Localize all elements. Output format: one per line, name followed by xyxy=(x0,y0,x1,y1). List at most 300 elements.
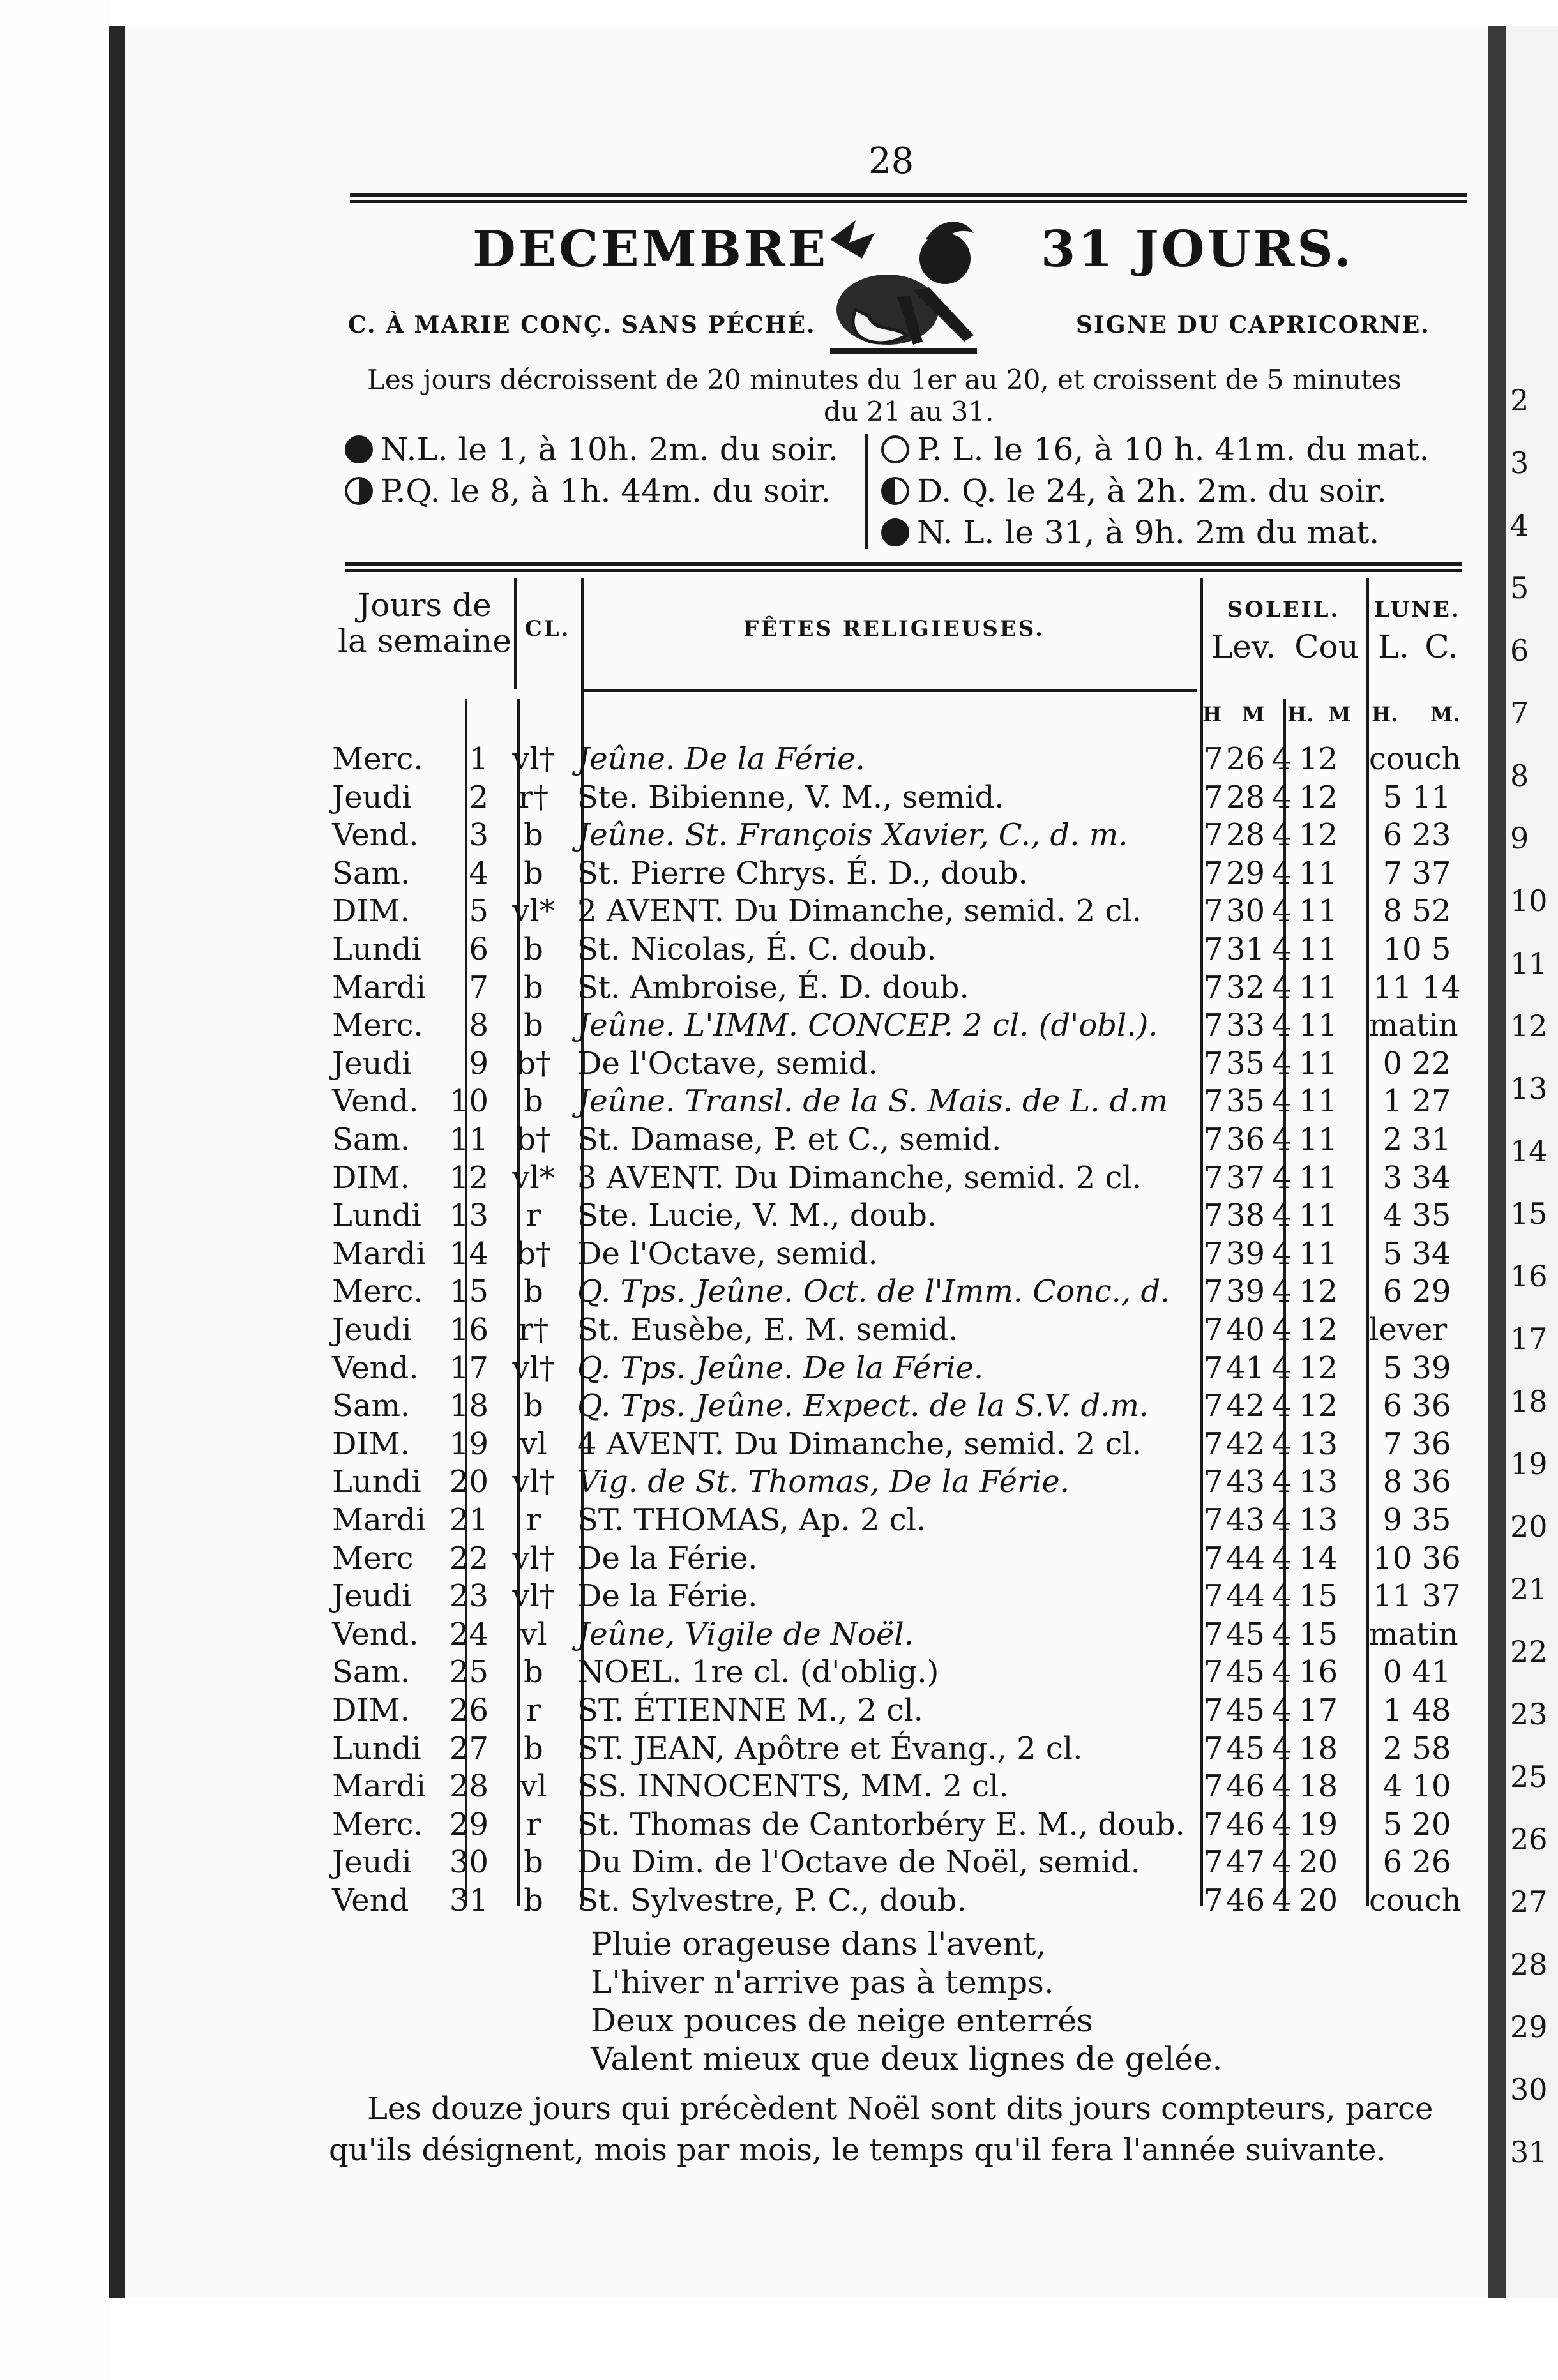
cell-day: Lundi xyxy=(332,1198,421,1234)
cell-lm: 32 xyxy=(1226,969,1266,1005)
unit-h: H xyxy=(1202,702,1222,727)
cell-num: 16 xyxy=(449,1312,488,1348)
cell-num: 24 xyxy=(449,1616,488,1652)
cell-lune: 5 20 xyxy=(1382,1806,1451,1842)
adjacent-page-number: 3 xyxy=(1510,446,1529,480)
cell-cm: 18 xyxy=(1298,1768,1338,1805)
adjacent-page-number: 4 xyxy=(1510,508,1529,543)
cell-feast: St. Pierre Chrys. É. D., doub. xyxy=(577,855,1028,891)
dedication: C. À MARIE CONÇ. SANS PÉCHÉ. xyxy=(348,312,816,338)
cell-cl: vl* xyxy=(512,1159,555,1196)
cell-ch: 4 xyxy=(1272,817,1292,854)
cell-feast: Du Dim. de l'Octave de Noël, semid. xyxy=(577,1844,1140,1881)
header-bottom-rule xyxy=(584,689,1197,692)
moon-phase-text: D. Q. le 24, à 2h. 2m. du soir. xyxy=(917,472,1387,509)
cell-lh: 7 xyxy=(1204,1159,1223,1196)
cell-cl: b xyxy=(524,1844,543,1881)
poem-line: Deux pouces de neige enterrés xyxy=(591,2002,1093,2039)
cell-ch: 4 xyxy=(1272,1806,1292,1842)
adjacent-page-number: 9 xyxy=(1510,821,1529,855)
cell-lune: 5 11 xyxy=(1382,779,1451,815)
cell-cm: 13 xyxy=(1298,1502,1338,1538)
cell-lm: 46 xyxy=(1226,1883,1266,1918)
header-soleil: SOLEIL. xyxy=(1227,597,1340,622)
cell-cl: b xyxy=(524,969,543,1005)
cell-feast: Q. Tps. Jeûne. Oct. de l'Imm. Conc., d. xyxy=(577,1274,1170,1310)
cell-day: DIM. xyxy=(332,1692,410,1728)
cell-cl: b xyxy=(524,1083,543,1120)
cell-lm: 35 xyxy=(1226,1083,1266,1120)
cell-day: Merc. xyxy=(332,1806,423,1842)
cell-lh: 7 xyxy=(1204,1844,1223,1881)
header-cou: Cou xyxy=(1294,628,1359,665)
cell-lune: 6 23 xyxy=(1382,817,1451,854)
cell-cm: 19 xyxy=(1298,1806,1338,1842)
cell-num: 11 xyxy=(449,1122,488,1157)
poem-line: Pluie orageuse dans l'avent, xyxy=(591,1925,1047,1962)
cell-day: Sam. xyxy=(332,1122,411,1157)
adjacent-page-number: 2 xyxy=(1510,383,1529,418)
scan-margin xyxy=(0,0,109,2380)
col-divider xyxy=(514,578,517,689)
cell-cm: 20 xyxy=(1298,1883,1338,1918)
cell-feast: Jeûne. Transl. de la S. Mais. de L. d.m xyxy=(577,1083,1168,1120)
cell-cm: 11 xyxy=(1298,893,1338,930)
cell-cm: 12 xyxy=(1298,817,1338,854)
poem-line: Valent mieux que deux lignes de gelée. xyxy=(591,2040,1223,2077)
adjacent-page-number: 7 xyxy=(1510,696,1529,730)
cell-lune: 10 36 xyxy=(1373,1540,1461,1576)
cell-lh: 7 xyxy=(1204,893,1223,930)
cell-cl: vl† xyxy=(512,1540,555,1576)
cell-feast: ST. THOMAS, Ap. 2 cl. xyxy=(577,1502,926,1538)
cell-day: Vend xyxy=(332,1883,409,1918)
adjacent-page-number: 19 xyxy=(1510,1447,1548,1481)
cell-feast: De la Férie. xyxy=(577,1578,758,1615)
cell-lune: couch xyxy=(1369,741,1462,777)
moon-phase-nl2 xyxy=(881,514,1379,551)
cell-cl: b xyxy=(524,931,543,967)
cell-cl: b xyxy=(524,1388,543,1424)
cell-ch: 4 xyxy=(1272,1883,1292,1918)
cell-ch: 4 xyxy=(1272,1159,1292,1196)
cell-cm: 16 xyxy=(1298,1654,1338,1691)
cell-cl: r xyxy=(526,1692,541,1728)
cell-ch: 4 xyxy=(1272,1502,1292,1538)
cell-day: Sam. xyxy=(332,855,411,891)
cell-lune: 11 37 xyxy=(1373,1578,1461,1615)
full-moon-icon xyxy=(881,435,909,463)
cell-feast: Ste. Lucie, V. M., doub. xyxy=(577,1198,937,1234)
cell-cm: 11 xyxy=(1298,1235,1338,1272)
cell-day: Mardi xyxy=(332,1502,426,1538)
cell-lm: 42 xyxy=(1226,1426,1266,1462)
cell-day: DIM. xyxy=(332,1426,410,1462)
cell-feast: 3 AVENT. Du Dimanche, semid. 2 cl. xyxy=(577,1159,1142,1196)
cell-lune: 7 36 xyxy=(1382,1426,1451,1462)
adjacent-page-number: 27 xyxy=(1510,1885,1548,1919)
cell-cl: vl xyxy=(520,1768,547,1805)
cell-lm: 33 xyxy=(1226,1007,1266,1044)
adjacent-page-number: 5 xyxy=(1510,571,1529,605)
cell-cl: b xyxy=(524,1730,543,1766)
cell-ch: 4 xyxy=(1272,893,1292,930)
cell-day: Jeudi xyxy=(332,1844,412,1881)
new-moon-icon xyxy=(881,518,909,546)
adjacent-page-number: 22 xyxy=(1510,1634,1548,1669)
cell-cl: vl* xyxy=(512,893,555,930)
cell-lh: 7 xyxy=(1204,1502,1223,1538)
cell-cm: 12 xyxy=(1298,741,1338,777)
cell-feast: St. Eusèbe, E. M. semid. xyxy=(577,1312,958,1348)
cell-feast: NOEL. 1re cl. (d'oblig.) xyxy=(577,1654,939,1691)
cell-cl: r xyxy=(526,1806,541,1842)
cell-num: 20 xyxy=(449,1464,488,1500)
cell-num: 28 xyxy=(449,1768,488,1805)
cell-lh: 7 xyxy=(1204,817,1223,854)
cell-lm: 37 xyxy=(1226,1159,1266,1196)
cell-ch: 4 xyxy=(1272,1312,1292,1348)
cell-cm: 11 xyxy=(1298,969,1338,1005)
cell-num: 8 xyxy=(469,1007,488,1044)
adjacent-page-number: 16 xyxy=(1510,1259,1548,1293)
cell-ch: 4 xyxy=(1272,1540,1292,1576)
cell-lm: 36 xyxy=(1226,1122,1266,1157)
cell-lune: couch xyxy=(1369,1883,1462,1918)
cell-num: 26 xyxy=(449,1692,488,1728)
adjacent-page-number: 15 xyxy=(1510,1196,1548,1231)
cell-lh: 7 xyxy=(1204,1045,1223,1081)
cell-cl: b xyxy=(524,1007,543,1044)
cell-num: 27 xyxy=(449,1730,488,1766)
cell-num: 30 xyxy=(449,1844,488,1881)
cell-lune: 5 34 xyxy=(1382,1235,1451,1272)
cell-num: 12 xyxy=(449,1159,488,1196)
cell-feast: St. Damase, P. et C., semid. xyxy=(577,1122,1002,1157)
cell-feast: St. Ambroise, É. D. doub. xyxy=(577,969,969,1005)
cell-num: 21 xyxy=(449,1502,488,1538)
adjacent-page-number: 6 xyxy=(1510,633,1529,668)
cell-lh: 7 xyxy=(1204,1692,1223,1728)
cell-cl: r xyxy=(526,1198,541,1234)
cell-cm: 11 xyxy=(1298,1083,1338,1120)
book-spine xyxy=(1488,26,1506,2298)
moon-phase-nl xyxy=(345,431,838,468)
cell-cm: 11 xyxy=(1298,855,1338,891)
cell-cm: 15 xyxy=(1298,1616,1338,1652)
cell-feast: 4 AVENT. Du Dimanche, semid. 2 cl. xyxy=(577,1426,1142,1462)
cell-lm: 30 xyxy=(1226,893,1266,930)
cell-lune: 1 48 xyxy=(1382,1692,1451,1728)
cell-num: 4 xyxy=(469,855,488,891)
unit-m: M. xyxy=(1430,702,1460,727)
cell-cl: r† xyxy=(518,1312,548,1348)
cell-lune: 6 36 xyxy=(1382,1388,1451,1424)
cell-cl: b xyxy=(524,1274,543,1310)
cell-lune: 7 37 xyxy=(1382,855,1451,891)
adjacent-page-number: 25 xyxy=(1510,1759,1548,1794)
cell-day: Jeudi xyxy=(332,779,412,815)
cell-ch: 4 xyxy=(1272,1235,1292,1272)
header-days-line2: la semaine xyxy=(338,622,511,659)
first-quarter-icon xyxy=(345,477,373,505)
cell-day: Lundi xyxy=(332,931,421,967)
cell-cm: 14 xyxy=(1298,1540,1338,1576)
cell-lune: 9 35 xyxy=(1382,1502,1451,1538)
cell-feast: De la Férie. xyxy=(577,1540,758,1576)
moon-phase-dq xyxy=(881,472,1387,509)
cell-num: 23 xyxy=(449,1578,488,1615)
adjacent-page-number: 28 xyxy=(1510,1947,1548,1982)
cell-feast: Jeûne. L'IMM. CONCEP. 2 cl. (d'obl.). xyxy=(577,1007,1158,1044)
cell-day: Vend. xyxy=(332,1083,419,1120)
cell-cm: 13 xyxy=(1298,1426,1338,1462)
cell-cm: 20 xyxy=(1298,1844,1338,1881)
cell-lm: 47 xyxy=(1226,1844,1266,1881)
cell-lh: 7 xyxy=(1204,1616,1223,1652)
cell-feast: St. Sylvestre, P. C., doub. xyxy=(577,1883,967,1918)
zodiac-sign: SIGNE DU CAPRICORNE. xyxy=(1076,312,1430,338)
cell-lm: 43 xyxy=(1226,1464,1266,1500)
cell-num: 7 xyxy=(469,969,488,1005)
cell-lm: 40 xyxy=(1226,1312,1266,1348)
moon-phase-text: N. L. le 31, à 9h. 2m du mat. xyxy=(917,514,1380,551)
cell-lh: 7 xyxy=(1204,1883,1223,1918)
cell-num: 2 xyxy=(469,779,488,815)
cell-lh: 7 xyxy=(1204,969,1223,1005)
header-days xyxy=(335,587,514,659)
cell-feast: ST. ÉTIENNE M., 2 cl. xyxy=(577,1692,923,1728)
cell-lm: 41 xyxy=(1226,1350,1266,1386)
cell-num: 9 xyxy=(469,1045,488,1081)
header-days-line1: Jours de xyxy=(358,587,492,624)
adjacent-page-number: 12 xyxy=(1510,1009,1548,1043)
cell-feast: 2 AVENT. Du Dimanche, semid. 2 cl. xyxy=(577,893,1142,930)
cell-day: DIM. xyxy=(332,1159,410,1196)
cell-lh: 7 xyxy=(1204,931,1223,967)
cell-ch: 4 xyxy=(1272,1350,1292,1386)
cell-cl: r† xyxy=(518,779,548,815)
cell-lune: matin xyxy=(1369,1616,1458,1652)
adjacent-page-number: 11 xyxy=(1510,946,1548,981)
cell-lm: 45 xyxy=(1226,1654,1266,1691)
last-quarter-icon xyxy=(881,477,909,505)
cell-day: Merc. xyxy=(332,1274,423,1310)
cell-feast: Jeûne, Vigile de Noël. xyxy=(577,1616,914,1652)
cell-cm: 17 xyxy=(1298,1692,1338,1728)
cell-day: Jeudi xyxy=(332,1312,412,1348)
cell-num: 31 xyxy=(449,1883,488,1918)
adjacent-page-number: 26 xyxy=(1510,1822,1548,1857)
cell-cm: 12 xyxy=(1298,1350,1338,1386)
cell-lune: 0 41 xyxy=(1382,1654,1451,1691)
days-count: 31 JOURS. xyxy=(1041,220,1354,278)
cell-lune: 11 14 xyxy=(1373,969,1461,1005)
unit-m: M xyxy=(1242,702,1265,727)
cell-num: 3 xyxy=(469,817,488,854)
cell-feast: Ste. Bibienne, V. M., semid. xyxy=(577,779,1004,815)
cell-day: DIM. xyxy=(332,893,410,930)
cell-lh: 7 xyxy=(1204,741,1223,777)
cell-num: 5 xyxy=(469,893,488,930)
note-line-1: Les douze jours qui précèdent Noël sont dits jours compteurs, parce xyxy=(367,2091,1433,2127)
poem-line: L'hiver n'arrive pas à temps. xyxy=(591,1964,1054,2001)
cell-ch: 4 xyxy=(1272,1122,1292,1157)
cell-cm: 11 xyxy=(1298,1159,1338,1196)
cell-cl: vl† xyxy=(512,741,555,777)
cell-ch: 4 xyxy=(1272,1578,1292,1615)
cell-lh: 7 xyxy=(1204,855,1223,891)
cell-ch: 4 xyxy=(1272,1274,1292,1310)
cell-day: Vend. xyxy=(332,1350,419,1386)
cell-lune: 4 10 xyxy=(1382,1768,1451,1805)
cell-day: Sam. xyxy=(332,1388,411,1424)
cell-lune: 10 5 xyxy=(1382,931,1451,967)
cell-feast: Vig. de St. Thomas, De la Férie. xyxy=(577,1464,1070,1500)
cell-day: Vend. xyxy=(332,817,419,854)
cell-feast: De l'Octave, semid. xyxy=(577,1235,878,1272)
cell-num: 14 xyxy=(449,1235,488,1272)
cell-lh: 7 xyxy=(1204,1768,1223,1805)
adjacent-page-number: 17 xyxy=(1510,1322,1548,1356)
cell-ch: 4 xyxy=(1272,1083,1292,1120)
cell-lh: 7 xyxy=(1204,1806,1223,1842)
moon-phase-text: P.Q. le 8, à 1h. 44m. du soir. xyxy=(381,472,831,509)
cell-lm: 45 xyxy=(1226,1730,1266,1766)
cell-num: 29 xyxy=(449,1806,488,1842)
cell-day: Jeudi xyxy=(332,1578,412,1615)
cell-lm: 39 xyxy=(1226,1274,1266,1310)
cell-feast: St. Thomas de Cantorbéry E. M., doub. xyxy=(577,1806,1185,1842)
cell-lm: 46 xyxy=(1226,1806,1266,1842)
header-top-rule xyxy=(350,193,1467,203)
cell-lm: 39 xyxy=(1226,1235,1266,1272)
cell-num: 19 xyxy=(449,1426,488,1462)
cell-lh: 7 xyxy=(1204,1122,1223,1157)
intro-line-2: du 21 au 31. xyxy=(824,396,994,427)
cell-day: Merc. xyxy=(332,1007,423,1044)
cell-lune: 0 22 xyxy=(1382,1045,1451,1081)
cell-cm: 11 xyxy=(1298,1198,1338,1234)
cell-cl: b xyxy=(524,1654,543,1691)
cell-lm: 44 xyxy=(1226,1578,1266,1615)
cell-cm: 12 xyxy=(1298,779,1338,815)
cell-ch: 4 xyxy=(1272,855,1292,891)
cell-lm: 45 xyxy=(1226,1692,1266,1728)
adjacent-page-number: 30 xyxy=(1510,2072,1548,2107)
cell-cl: r xyxy=(526,1502,541,1538)
cell-lune: 6 29 xyxy=(1382,1274,1451,1310)
cell-ch: 4 xyxy=(1272,969,1292,1005)
poem xyxy=(591,1925,1222,2078)
cell-lune: 2 31 xyxy=(1382,1122,1451,1157)
cell-lm: 26 xyxy=(1226,741,1266,777)
unit-m: M xyxy=(1328,702,1351,727)
cell-ch: 4 xyxy=(1272,1464,1292,1500)
cell-num: 22 xyxy=(449,1540,488,1576)
cell-lm: 46 xyxy=(1226,1768,1266,1805)
cell-day: Lundi xyxy=(332,1730,421,1766)
cell-lm: 28 xyxy=(1226,779,1266,815)
adjacent-page-number: 13 xyxy=(1510,1071,1548,1106)
cell-day: Mardi xyxy=(332,1235,426,1272)
cell-day: Merc xyxy=(332,1540,414,1576)
header-lev: Lev. xyxy=(1211,628,1276,665)
header-feasts: FÊTES RELIGIEUSES. xyxy=(743,616,1045,642)
adjacent-page-number: 31 xyxy=(1510,2135,1548,2169)
cell-lm: 44 xyxy=(1226,1540,1266,1576)
cell-lh: 7 xyxy=(1204,779,1223,815)
cell-ch: 4 xyxy=(1272,741,1292,777)
table-top-rule xyxy=(345,562,1462,572)
moon-phase-pl xyxy=(881,431,1430,468)
cell-num: 17 xyxy=(449,1350,488,1386)
cell-lh: 7 xyxy=(1204,1654,1223,1691)
cell-cl: b xyxy=(524,817,543,854)
cell-lune: lever xyxy=(1369,1312,1448,1348)
cell-lune: 2 58 xyxy=(1382,1730,1451,1766)
cell-cm: 15 xyxy=(1298,1578,1338,1615)
cell-cl: b† xyxy=(516,1235,551,1272)
cell-feast: SS. INNOCENTS, MM. 2 cl. xyxy=(577,1768,1009,1805)
cell-day: Sam. xyxy=(332,1654,411,1691)
cell-lh: 7 xyxy=(1204,1464,1223,1500)
moon-phase-pq xyxy=(345,472,831,509)
cell-cl: vl xyxy=(520,1426,547,1462)
cell-cl: vl† xyxy=(512,1350,555,1386)
adjacent-page-number: 21 xyxy=(1510,1572,1548,1606)
cell-cm: 12 xyxy=(1298,1388,1338,1424)
cell-lm: 35 xyxy=(1226,1045,1266,1081)
cell-cl: vl xyxy=(520,1616,547,1652)
cell-ch: 4 xyxy=(1272,1045,1292,1081)
cell-lm: 31 xyxy=(1226,931,1266,967)
cell-lune: 6 26 xyxy=(1382,1844,1451,1881)
cell-ch: 4 xyxy=(1272,1426,1292,1462)
cell-feast: Q. Tps. Jeûne. Expect. de la S.V. d.m. xyxy=(577,1388,1149,1424)
cell-cm: 11 xyxy=(1298,1122,1338,1157)
cell-day: Jeudi xyxy=(332,1045,412,1081)
cell-lh: 7 xyxy=(1204,1007,1223,1044)
cell-lune: 3 34 xyxy=(1382,1159,1451,1196)
cell-num: 25 xyxy=(449,1654,488,1691)
cell-ch: 4 xyxy=(1272,1198,1292,1234)
cell-lh: 7 xyxy=(1204,1426,1223,1462)
cell-ch: 4 xyxy=(1272,1007,1292,1044)
cell-cm: 11 xyxy=(1298,1007,1338,1044)
cell-ch: 4 xyxy=(1272,1654,1292,1691)
col-divider xyxy=(1200,578,1203,1906)
cell-ch: 4 xyxy=(1272,1616,1292,1652)
adjacent-page-number: 10 xyxy=(1510,884,1548,918)
cell-ch: 4 xyxy=(1272,1768,1292,1805)
cell-cl: vl† xyxy=(512,1464,555,1500)
cell-lh: 7 xyxy=(1204,1388,1223,1424)
header-c: C. xyxy=(1425,628,1458,665)
cell-num: 13 xyxy=(449,1198,488,1234)
cell-lh: 7 xyxy=(1204,1198,1223,1234)
moon-phase-text: P. L. le 16, à 10 h. 41m. du mat. xyxy=(917,431,1430,468)
note-line-2: qu'ils désignent, mois par mois, le temps qu'il fera l'année suivante. xyxy=(329,2132,1386,2168)
cell-cl: b† xyxy=(516,1122,551,1157)
cell-cl: vl† xyxy=(512,1578,555,1615)
cell-cm: 12 xyxy=(1298,1274,1338,1310)
cell-num: 6 xyxy=(469,931,488,967)
unit-h: H. xyxy=(1287,702,1314,727)
cell-lh: 7 xyxy=(1204,1274,1223,1310)
cell-lune: 1 27 xyxy=(1382,1083,1451,1120)
header-cl: CL. xyxy=(524,616,571,642)
